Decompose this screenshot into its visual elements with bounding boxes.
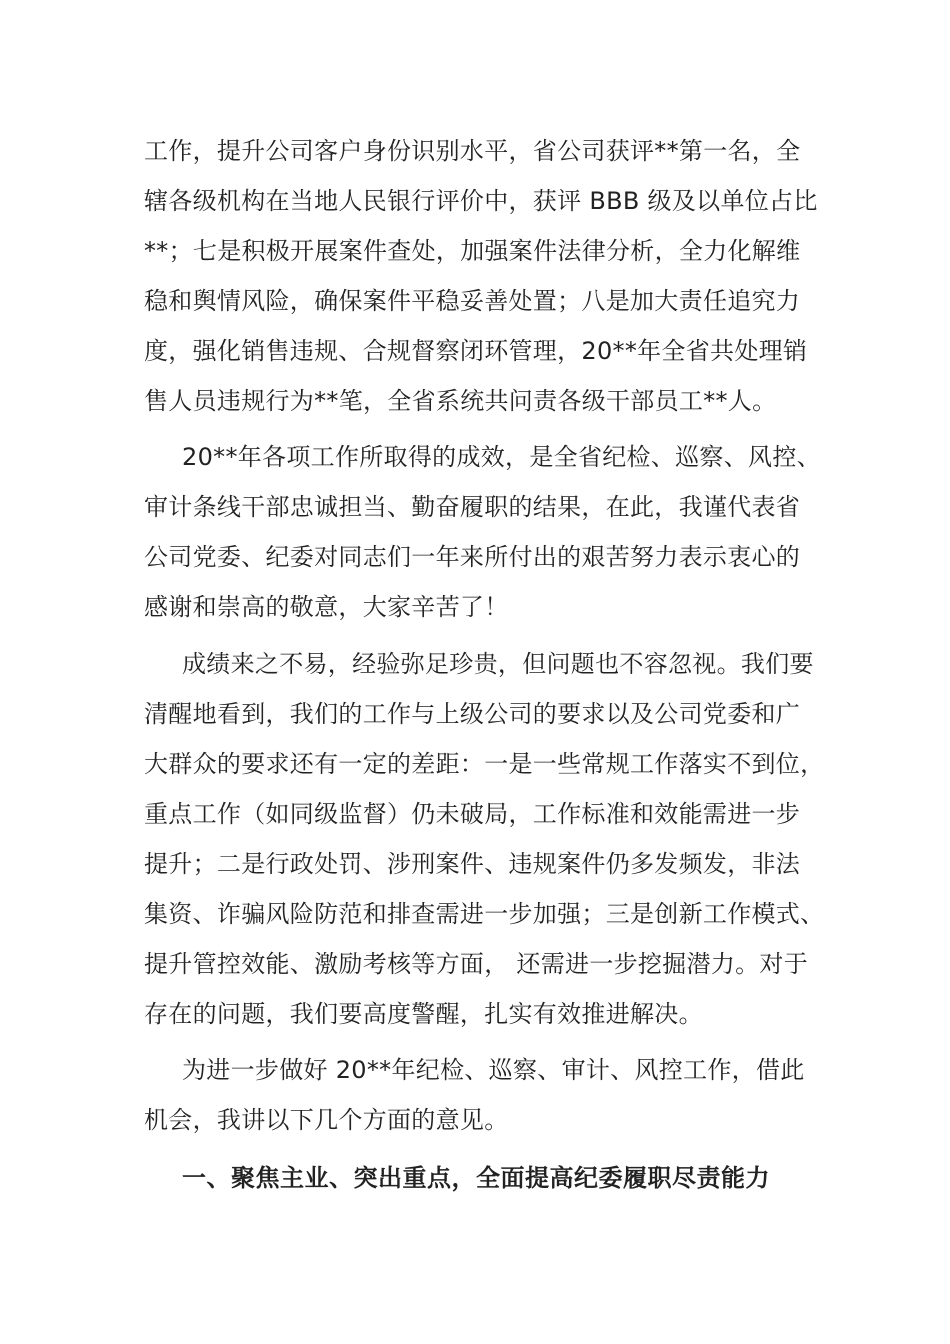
text-line: 工作，提升公司客户身份识别水平，省公司获评**第一名，全 <box>144 137 801 165</box>
text-line: 存在的问题，我们要高度警醒，扎实有效推进解决。 <box>144 1000 703 1028</box>
section-heading: 一、聚焦主业、突出重点，全面提高纪委履职尽责能力 <box>182 1164 770 1192</box>
text-line: 提升；二是行政处罚、涉刑案件、违规案件仍多发频发，非法 <box>144 850 801 878</box>
text-line: 清醒地看到，我们的工作与上级公司的要求以及公司党委和广 <box>144 700 801 728</box>
text-line: 售人员违规行为**笔，全省系统共问责各级干部员工**人。 <box>144 387 777 415</box>
text-line: 集资、诈骗风险防范和排查需进一步加强；三是创新工作模式、 <box>144 900 825 928</box>
text-line: 提升管控效能、激励考核等方面， 还需进一步挖掘潜力。对于 <box>144 950 809 978</box>
text-line: 大群众的要求还有一定的差距：一是一些常规工作落实不到位， <box>144 750 825 778</box>
text-line: **；七是积极开展案件查处，加强案件法律分析，全力化解维 <box>144 237 801 265</box>
text-line: 为进一步做好 20**年纪检、巡察、审计、风控工作，借此 <box>182 1056 805 1084</box>
text-line: 感谢和崇高的敬意，大家辛苦了！ <box>144 593 509 621</box>
text-line: 审计条线干部忠诚担当、勤奋履职的结果，在此，我谨代表省 <box>144 493 801 521</box>
text-line: 成绩来之不易，经验弥足珍贵，但问题也不容忽视。我们要 <box>182 650 814 678</box>
text-line: 辖各级机构在当地人民银行评价中，获评 BBB 级及以单位占比 <box>144 187 818 215</box>
text-line: 稳和舆情风险，确保案件平稳妥善处置；八是加大责任追究力 <box>144 287 801 315</box>
text-line: 机会，我讲以下几个方面的意见。 <box>144 1106 509 1134</box>
text-line: 20**年各项工作所取得的成效，是全省纪检、巡察、风控、 <box>182 443 821 471</box>
text-line: 度，强化销售违规、合规督察闭环管理，20**年全省共处理销 <box>144 337 808 365</box>
text-line: 公司党委、纪委对同志们一年来所付出的艰苦努力表示衷心的 <box>144 543 801 571</box>
text-line: 重点工作（如同级监督）仍未破局，工作标准和效能需进一步 <box>144 800 801 828</box>
